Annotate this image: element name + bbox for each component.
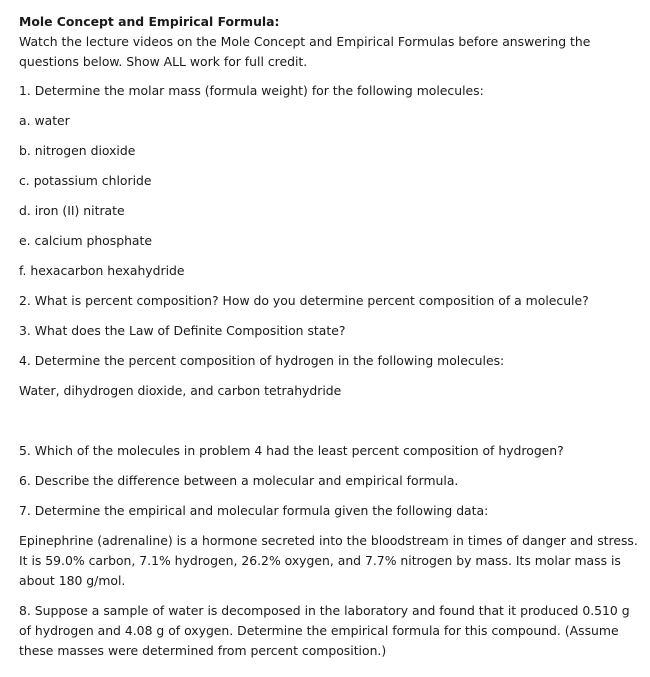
question-2: 2. What is percent composition? How do you determine percent composition of a molecule?	[19, 293, 589, 308]
q4-molecules: Water, dihydrogen dioxide, and carbon tetrahydride	[19, 383, 342, 398]
question-3: 3. What does the Law of Definite Composition state?	[19, 323, 346, 338]
question-5: 5. Which of the molecules in problem 4 had the least percent composition of hydrogen?	[19, 443, 564, 458]
instructions: Watch the lecture videos on the Mole Concept and Empirical Formulas before answering the questions below. Show ALL work for full credit.	[19, 34, 591, 69]
worksheet-title: Mole Concept and Empirical Formula:	[19, 14, 280, 29]
q1-item-b: b. nitrogen dioxide	[19, 143, 136, 158]
q1-item-d: d. iron (II) nitrate	[19, 203, 125, 218]
q7-data: Epinephrine (adrenaline) is a hormone secreted into the bloodstream in times of danger and stress. It is 59.0% carbon, 7.1% hydrogen, 26.2% oxygen, and 7.7% nitrogen by mass. Its molar mass is about 180 g/mol.	[19, 533, 638, 588]
q1-item-e: e. calcium phosphate	[19, 233, 153, 248]
q1-item-c: c. potassium chloride	[19, 173, 152, 188]
question-7: 7. Determine the empirical and molecular formula given the following data:	[19, 503, 489, 518]
q1-item-a: a. water	[19, 113, 70, 128]
question-1: 1. Determine the molar mass (formula weight) for the following molecules:	[19, 83, 484, 98]
q1-item-f: f. hexacarbon hexahydride	[19, 263, 185, 278]
question-8: 8. Suppose a sample of water is decomposed in the laboratory and found that it produced 0.510 g of hydrogen and 4.08 g of oxygen. Determine the empirical formula for this compound. (Assume these masses were determined from percent composition.)	[19, 603, 630, 658]
question-4: 4. Determine the percent composition of hydrogen in the following molecules:	[19, 353, 505, 368]
question-6: 6. Describe the difference between a molecular and empirical formula.	[19, 473, 459, 488]
